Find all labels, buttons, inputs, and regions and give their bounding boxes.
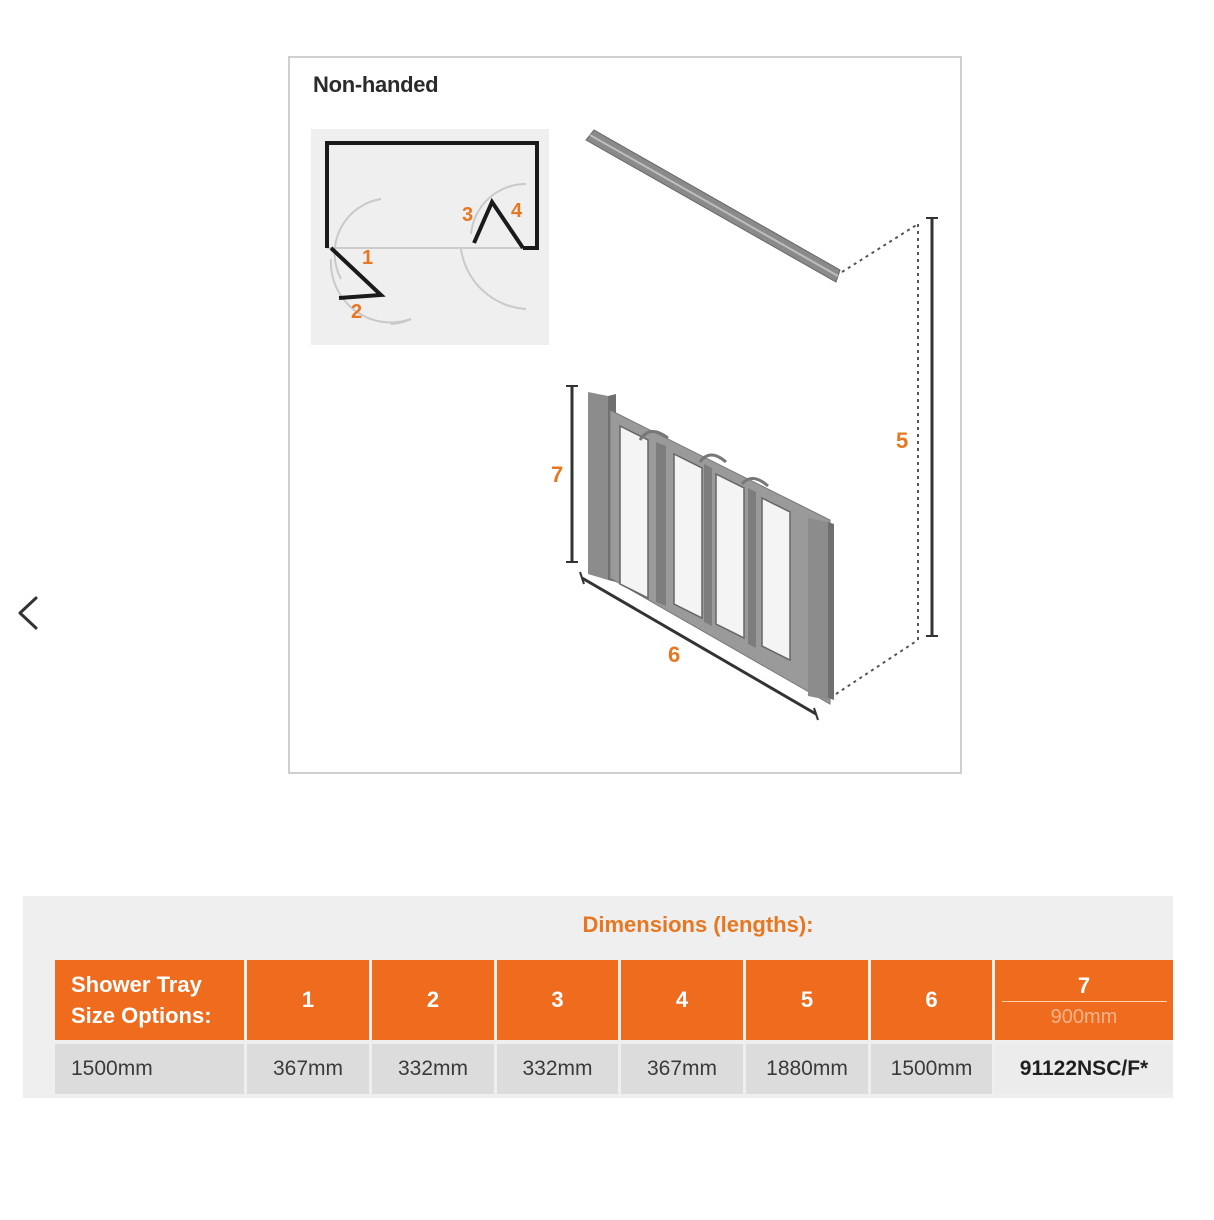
- header-size-line1: Shower Tray: [71, 972, 202, 997]
- header-7-number: 7: [1077, 972, 1091, 998]
- header-7: [995, 960, 1173, 1040]
- value-size: 1500mm: [55, 1044, 244, 1094]
- chevron-left-icon: [12, 592, 46, 634]
- callout-5: 5: [896, 428, 909, 453]
- diagram-title: Non-handed: [313, 72, 439, 97]
- callout-3: 3: [462, 204, 474, 226]
- header-1: 1: [247, 960, 369, 1040]
- header-6: 6: [871, 960, 992, 1040]
- value-3: 332mm: [497, 1044, 618, 1094]
- value-1: 367mm: [247, 1044, 369, 1094]
- product-drawing: [290, 58, 964, 776]
- carousel-prev-button[interactable]: [12, 592, 46, 634]
- callout-4: 4: [511, 200, 523, 222]
- header-7-sub: 900mm: [1050, 1005, 1118, 1028]
- product-diagram: [288, 56, 962, 774]
- header-7-divider: [1002, 1001, 1167, 1002]
- header-4: 4: [621, 960, 743, 1040]
- callout-2: 2: [351, 301, 363, 323]
- value-2: 332mm: [372, 1044, 494, 1094]
- header-2: 2: [372, 960, 494, 1040]
- header-5: 5: [746, 960, 868, 1040]
- callout-6: 6: [668, 642, 681, 667]
- value-product-code: 91122NSC/F*: [995, 1044, 1173, 1094]
- callout-7: 7: [551, 462, 564, 487]
- header-size-line2: Size Options:: [71, 1003, 212, 1028]
- header-size-options: [55, 960, 244, 1040]
- header-3: 3: [497, 960, 618, 1040]
- value-4: 367mm: [621, 1044, 743, 1094]
- value-5: 1880mm: [746, 1044, 868, 1094]
- dimensions-title: Dimensions (lengths):: [582, 912, 814, 937]
- value-6: 1500mm: [871, 1044, 992, 1094]
- dimensions-section: [23, 896, 1173, 1098]
- callout-1: 1: [362, 247, 374, 269]
